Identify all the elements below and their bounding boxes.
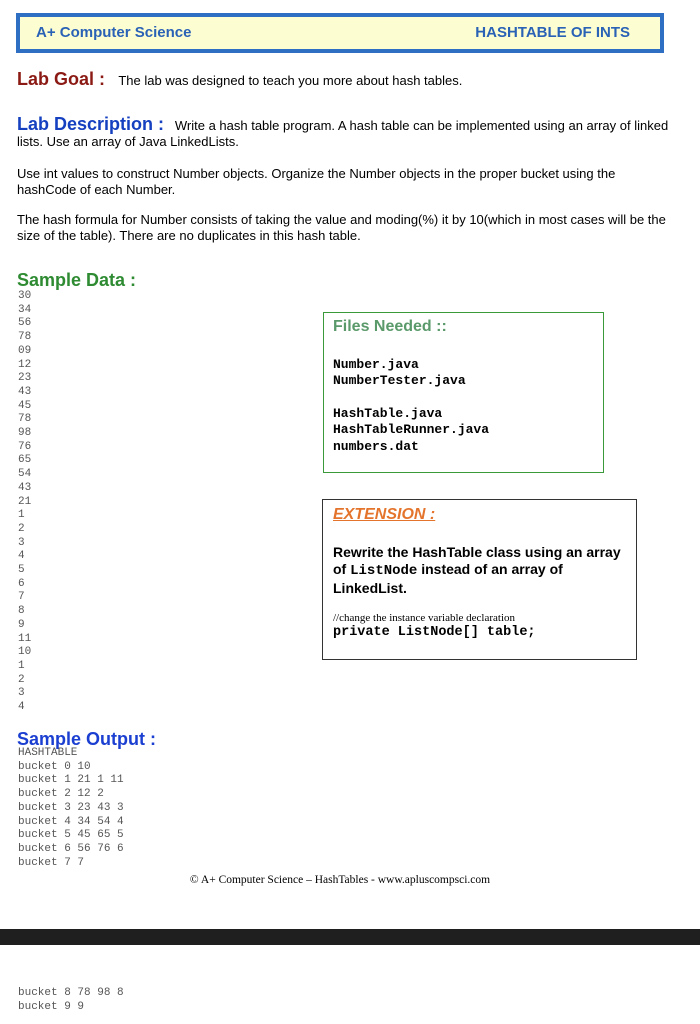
sample-data-value: 2 [18, 673, 25, 686]
lab-description-heading: Lab Description : [17, 114, 165, 134]
page-divider-band [0, 929, 700, 945]
sample-data-value: 8 [18, 605, 25, 618]
lab-goal [17, 69, 677, 90]
output-line: bucket 3 23 43 3 [18, 801, 124, 814]
output-line: HASHTABLE [18, 747, 78, 759]
file-item: Number.java [333, 357, 419, 372]
extension-title: EXTENSION : [333, 506, 436, 523]
output-line: bucket 1 21 1 11 [18, 774, 124, 787]
sample-data-value: 56 [18, 317, 32, 330]
file-item: NumberTester.java [333, 373, 466, 388]
description-paragraph-2: Use int values to construct Number objects. Organize the Number objects in the proper bucket using the hashCode of each Number. [17, 166, 616, 197]
brand-title: A+ Computer Science [36, 24, 192, 41]
sample-data-value: 5 [18, 564, 25, 577]
extension-text [333, 544, 633, 597]
sample-output-list [18, 747, 124, 870]
page-footer: © A+ Computer Science – HashTables - www.apluscompsci.com [189, 874, 491, 886]
sample-data-value: 10 [18, 646, 32, 659]
sample-data-value: 43 [18, 385, 32, 398]
sample-data-value: 34 [18, 303, 32, 316]
sample-data-value: 45 [18, 399, 32, 412]
sample-data-value: 65 [18, 454, 32, 467]
file-item: HashTableRunner.java [333, 422, 490, 437]
sample-data-value: 76 [18, 440, 32, 453]
output-line: bucket 2 12 2 [18, 788, 104, 801]
sample-data-value: 98 [18, 427, 32, 440]
extension-declaration: private ListNode[] table; [333, 625, 536, 640]
sample-output-heading: Sample Output : [17, 729, 156, 749]
sample-data-value: 21 [18, 495, 32, 508]
sample-data-value: 09 [18, 344, 32, 357]
extension-box [322, 499, 637, 660]
extension-text-a: Rewrite the HashTable class using an array of [333, 544, 621, 577]
output-line: bucket 7 7 [18, 856, 85, 869]
extension-text-b: instead of an array of LinkedList. [333, 561, 563, 596]
lab-goal-text: The lab was designed to teach you more about hash tables. [118, 73, 463, 88]
lab-description [17, 116, 677, 150]
sample-data-value: 78 [18, 413, 32, 426]
sample-data-value: 1 [18, 659, 25, 672]
sample-data-value: 2 [18, 522, 25, 535]
output-line: bucket 9 9 [18, 1000, 85, 1013]
output-line: bucket 6 56 76 6 [18, 842, 124, 855]
sample-data-value: 3 [18, 536, 25, 549]
sample-data-value: 54 [18, 468, 32, 481]
output-line: bucket 5 45 65 5 [18, 829, 124, 842]
sample-data-value: 12 [18, 358, 32, 371]
sample-data-value: 3 [18, 687, 25, 700]
sample-data-value: 6 [18, 577, 25, 590]
sample-output-continued [18, 987, 124, 1014]
lab-description-text: Write a hash table program. A hash table can be implemented using an array of linked lists. Use an array of Java LinkedLists. [17, 118, 669, 149]
sample-data-list [18, 290, 31, 715]
sample-data-value: 9 [18, 618, 25, 631]
sample-data-value: 7 [18, 591, 25, 604]
file-item: numbers.dat [333, 439, 419, 454]
description-paragraph-3: The hash formula for Number consists of taking the value and moding(%) it by 10(which in most cases will be the size of the table). There are no duplicates in this hash table. [17, 212, 666, 243]
sample-data-value: 4 [18, 550, 25, 563]
sample-data-value: 11 [18, 632, 32, 645]
output-line: bucket 4 34 54 4 [18, 815, 124, 828]
extension-note: //change the instance variable declaration [333, 612, 516, 624]
sample-data-heading: Sample Data : [17, 270, 137, 290]
sample-data-value: 30 [18, 290, 32, 302]
output-line: bucket 8 78 98 8 [18, 987, 124, 999]
sample-data-value: 23 [18, 372, 32, 385]
file-item: HashTable.java [333, 406, 443, 421]
lab-goal-heading: Lab Goal : [17, 69, 106, 89]
page-header [16, 13, 664, 53]
output-line: bucket 0 10 [18, 760, 91, 773]
files-needed-title: Files Needed :: [333, 318, 447, 335]
extension-code: ListNode [350, 563, 418, 579]
sample-data-value: 4 [18, 701, 25, 714]
sample-data-value: 1 [18, 509, 25, 522]
sample-data-value: 78 [18, 331, 32, 344]
sample-data-value: 43 [18, 481, 32, 494]
files-needed-box [323, 312, 604, 473]
topic-title: HASHTABLE OF INTS [475, 24, 630, 41]
